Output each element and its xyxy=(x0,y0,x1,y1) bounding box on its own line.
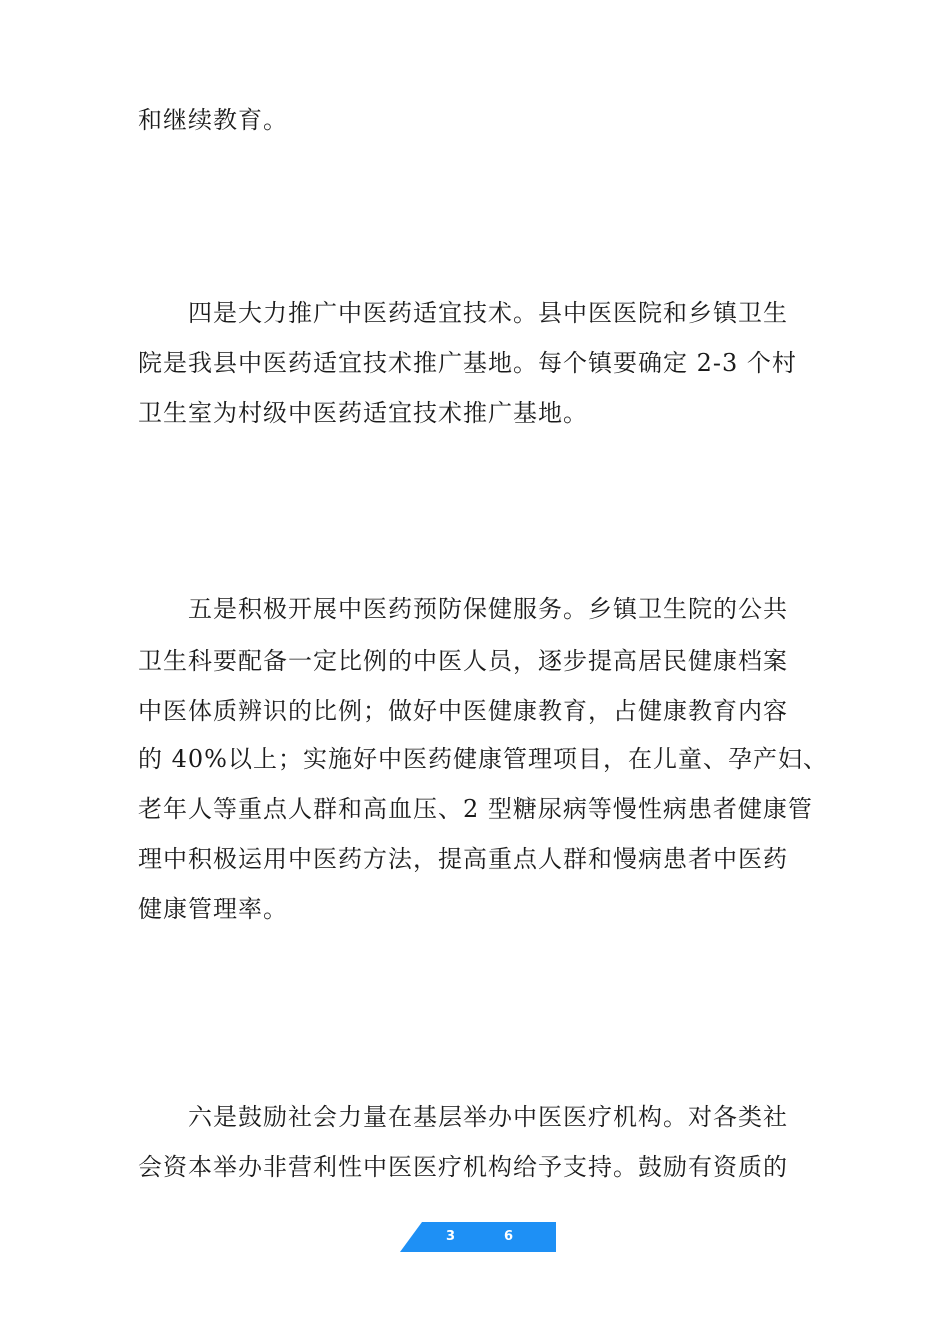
paragraph-4-line-2: 院是我县中医药适宜技术推广基地。每个镇要确定 2-3 个村 xyxy=(138,349,797,377)
paragraph-6-line-1: 六是鼓励社会力量在基层举办中医医疗机构。对各类社 xyxy=(138,1103,788,1131)
paragraph-5-line-7: 健康管理率。 xyxy=(138,895,288,923)
paragraph-5-line-5: 老年人等重点人群和高血压、2 型糖尿病等慢性病患者健康管 xyxy=(138,795,813,823)
paragraph-5-line-6: 理中积极运用中医药方法，提高重点人群和慢病患者中医药 xyxy=(138,845,788,873)
page-indicator-background xyxy=(400,1222,556,1252)
paragraph-5-line-4: 的 40%以上；实施好中医药健康管理项目，在儿童、孕产妇、 xyxy=(138,745,828,773)
paragraph-4-line-3: 卫生室为村级中医药适宜技术推广基地。 xyxy=(138,399,588,427)
total-pages-number: 6 xyxy=(504,1229,514,1244)
paragraph-4-line-1: 四是大力推广中医药适宜技术。县中医医院和乡镇卫生 xyxy=(138,299,788,327)
paragraph-5-line-2: 卫生科要配备一定比例的中医人员，逐步提高居民健康档案 xyxy=(138,647,788,675)
paragraph-5-line-3: 中医体质辨识的比例；做好中医健康教育，占健康教育内容 xyxy=(138,697,788,725)
current-page-number: 3 xyxy=(446,1229,456,1244)
paragraph-3-line-end: 和继续教育。 xyxy=(138,106,288,134)
paragraph-5-line-1: 五是积极开展中医药预防保健服务。乡镇卫生院的公共 xyxy=(138,595,788,623)
paragraph-6-line-2: 会资本举办非营利性中医医疗机构给予支持。鼓励有资质的 xyxy=(138,1153,788,1181)
page-indicator xyxy=(400,1222,556,1252)
